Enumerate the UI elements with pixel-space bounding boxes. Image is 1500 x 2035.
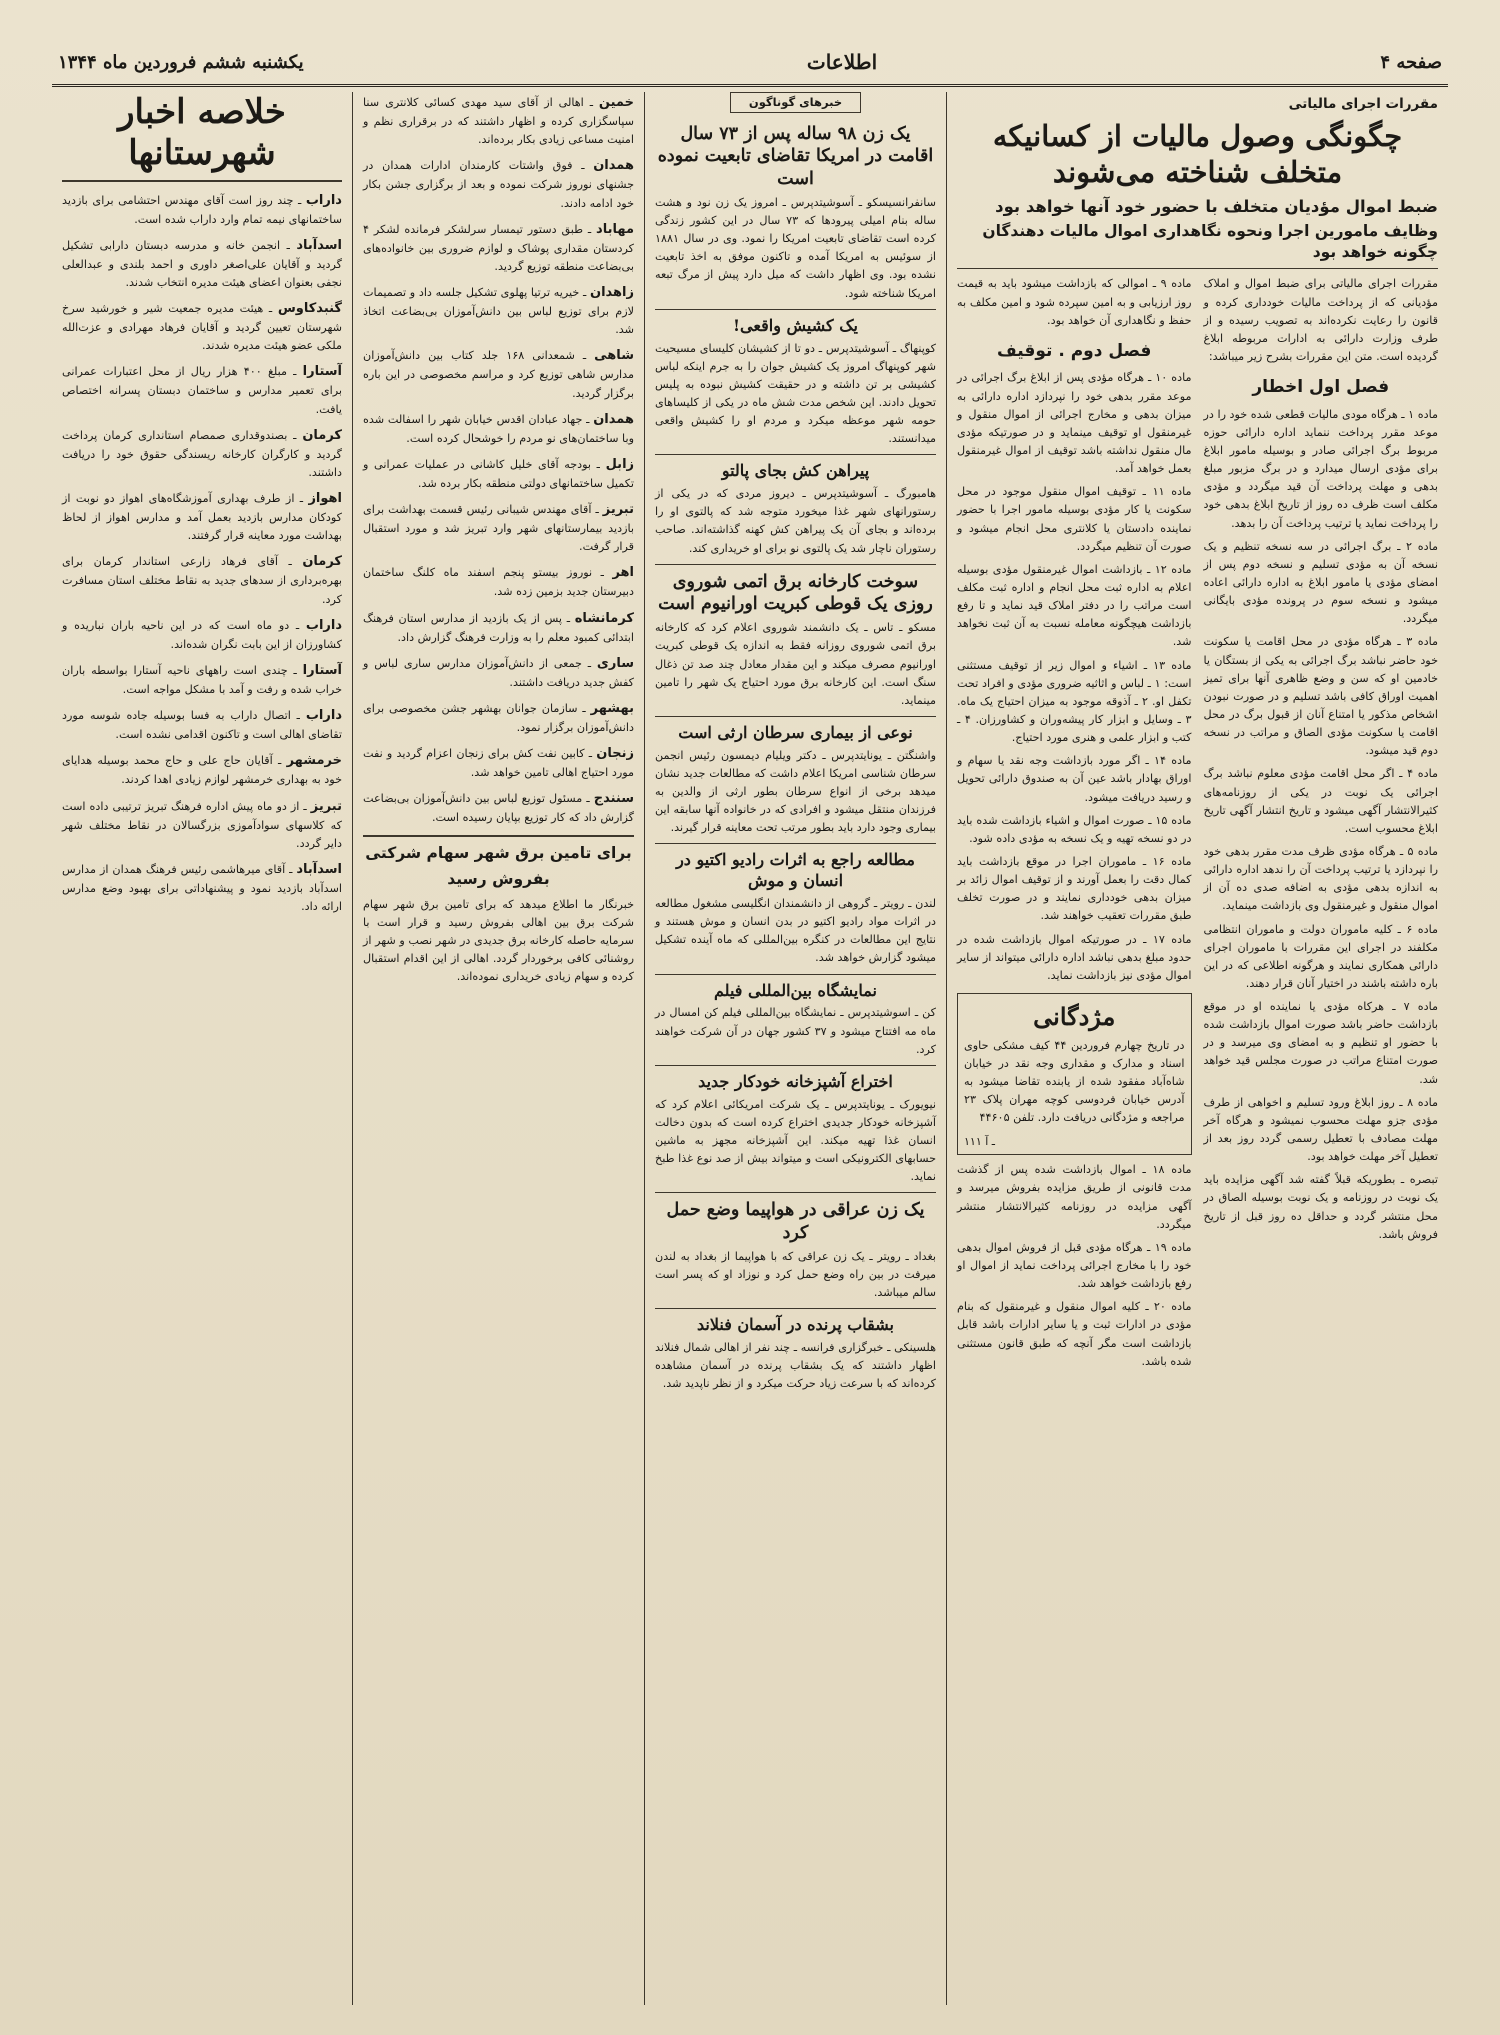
list-item <box>363 698 634 737</box>
divider <box>655 843 936 844</box>
list-item <box>363 743 634 782</box>
news-text-3: هامبورگ ـ آسوشیتدپرس ـ دیروز مردی که در یکی از رستورانهای شهر غذا میخورد متوجه شد که پالتوی او را برده‌اند و بجای آن یک پیراهن کش کهنه گذاشته‌اند. صاحب رستوران ناچار شد یک پالتوی نو برای او خریداری کند. <box>655 487 936 555</box>
news-text-7: کن ـ اسوشیتدپرس ـ نمایشگاه بین‌المللی فیلم کن امسال در ماه مه افتتاح میشود و ۳۷ کشور جهان در آن شرکت خواهند کرد. <box>655 1006 936 1056</box>
list-item <box>363 562 634 601</box>
news-headline-4: سوخت کارخانه برق اتمی شوروی روزی یک قوطی کبریت اورانیوم است <box>658 571 933 615</box>
article-5: ماده ۵ ـ هرگاه مؤدی ظرف مدت مقرر بدهی خود را نپردازد یا ترتیب پرداخت آن را ندهد اداره دارائی به اندازه بدهی مؤدی به اضافه صدی ده آن از اموال منقول و غیرمنقول وی بازداشت مینماید. <box>1203 844 1439 913</box>
divider <box>655 974 936 975</box>
news-headline-5: نوعی از بیماری سرطان ارثی است <box>678 722 913 742</box>
list-item <box>62 488 342 545</box>
news-headline-2: یک کشیش واقعی! <box>733 315 858 335</box>
reward-notice <box>957 993 1192 1155</box>
city-news-text: ـ چندی است راههای ناحیه آستارا بواسطه باران خراب شده و رفت و آمد با مشکل مواجه است. <box>62 663 342 696</box>
city-name: آستارا <box>302 364 342 380</box>
city-name: خمین <box>598 95 634 110</box>
article-12: ماده ۱۲ ـ بازداشت اموال غیرمنقول مؤدی بوسیله اعلام به اداره ثبت محل انجام و اداره ثبت مکلف است مراتب را در دفتر املاک قید نماید و تا رفع بازداشت هیچگونه معامله نسبت به آن ثبت نخواهد شد. <box>957 562 1192 649</box>
city-news-text: ـ بصندوقداری صمصام استانداری کرمان پرداخت گردید و کارگران کارخانه ریسندگی حقوق خود را دریافت داشتند. <box>62 428 342 479</box>
article-17: ماده ۱۷ ـ در صورتیکه اموال بازداشت شده در حدود مبلغ بدهی نباشد اداره دارائی میتواند از سایر اموال مؤدی نیز بازداشت نماید. <box>957 932 1192 982</box>
list-item <box>363 345 634 402</box>
news-headline-3: پیراهن کش بجای پالتو <box>721 461 870 481</box>
article-13: ماده ۱۳ ـ اشیاء و اموال زیر از توقیف مستثنی است: ۱ ـ لباس و اثاثیه ضروری مؤدی و افراد تحت تکفل او. ۲ ـ آذوقه موجود به میزان احتیاج یک ماه. ۳ ـ وسایل و ابزار کار پیشه‌وران و کشاورزان. ۴ ـ کتب و ابزار علمی و هنری مورد احتیاج. <box>957 658 1192 745</box>
divider <box>655 309 936 310</box>
column-provincial-news-1 <box>52 92 352 2005</box>
city-name: داراب <box>305 617 343 633</box>
city-name: سنندج <box>593 791 634 807</box>
city-name: تبریز <box>310 798 342 814</box>
chapter-2-title: فصل دوم . توقیف <box>997 340 1152 361</box>
city-name: همدان <box>593 411 634 427</box>
divider <box>957 268 1438 269</box>
masthead <box>52 40 1448 87</box>
list-item <box>62 615 342 654</box>
city-name: شاهی <box>594 348 634 364</box>
list-item <box>62 235 342 292</box>
city-name: زابل <box>605 456 635 472</box>
ad-code: ۱۱۱ ـ آ <box>964 1134 996 1148</box>
article-2: ماده ۲ ـ برگ اجرائی در سه نسخه تنظیم و یک نسخه آن به مؤدی تسلیم و نسخه دوم پس از امضای مؤدی یا مامور ابلاغ به اداره دارائی اعاده میشود و نسخه سوم در پرونده مؤدی بایگانی میگردد. <box>1203 539 1438 626</box>
body-right <box>1204 275 1439 1375</box>
city-news-text: ـ خیریه ترتیا پهلوی تشکیل جلسه داد و تصمیمات لازم برای توزیع لباس بین دانش‌آموزان بی‌بضاعت اتخاذ شد. <box>363 285 634 337</box>
list-item <box>62 551 342 608</box>
city-name: داراب <box>305 708 342 724</box>
news-headline-10: بشقاب پرنده در آسمان فنلاند <box>696 1315 894 1335</box>
city-name: اسدآباد <box>296 237 342 253</box>
list-item <box>363 219 634 276</box>
bottom-headline: برای تامین برق شهر سهام شرکتی بفروش رسید <box>363 835 634 891</box>
notice: تبصره ـ بطوریکه قبلاً گفته شد آگهی مزایده باید یک نوبت در روزنامه و یک نوبت بوسیله الصاق در محل منتشر گردد و حداقل ده روز قبل از تاریخ فروش باشد. <box>1203 1173 1438 1241</box>
section-label: خبرهای گوناگون <box>730 92 861 113</box>
reward-title: مژدگانی <box>1033 1001 1116 1031</box>
city-name: کرمانشاه <box>574 610 634 626</box>
chapter-1-title: فصل اول اخطار <box>1252 377 1390 398</box>
article-1: ماده ۱ ـ هرگاه مودی مالیات قطعی شده خود را در موعد مقرر پرداخت ننماید اداره دارائی حوزه مربوط برگ اجرائی صادر و بوسیله مامور ابلاغ برای مؤدی ارسال میدارد و در برگ مزبور مبلغ بدهی و مهلت پرداخت آن قید میگردد و مؤدی مکلف است ظرف ده روز از تاریخ ابلاغ بدهی خود را پرداخت نماید یا ترتیب پرداخت آن را بدهد. <box>1203 407 1438 530</box>
news-text-5: واشنگتن ـ یونایتدپرس ـ دکتر ویلیام دیمسون رئیس انجمن سرطان شناسی امریکا اعلام داشت که مطالعات جدید نشان میدهد برخی از انواع سرطان بطور ارثی از والدین به فرزندان منتقل میشود و افرادی که در خانواده آنها سابقه این بیماری وجود دارد باید بطور مرتب تحت معاینه قرار گیرند. <box>655 748 936 835</box>
city-news-text: ـ شمعدانی ۱۶۸ جلد کتاب بین دانش‌آموزان مدارس شاهی توزیع کرد و مراسم مخصوصی در این باره برگزار گردید. <box>363 349 634 400</box>
list-item <box>62 190 342 229</box>
divider <box>655 564 936 565</box>
city-news-text: ـ جهاد عبادان اقدس خیابان شهر را اسفالت شده وبا ساختمان‌های نو مردم را خوشحال کرده است. <box>363 412 634 445</box>
page-number: صفحه ۴ <box>1380 51 1442 73</box>
list-item <box>62 796 342 853</box>
divider <box>655 1065 936 1066</box>
city-name: کرمان <box>302 554 342 570</box>
list-item <box>62 425 342 482</box>
list-item <box>363 653 634 692</box>
city-news-text: ـ نوروز بیستو پنجم اسفند ماه کلنگ ساختمان دبیرستان جدید بزمین زده شد. <box>363 566 634 599</box>
article-4: ماده ۴ ـ اگر محل اقامت مؤدی معلوم نباشد برگ اجرائی یک نوبت در یکی از روزنامه‌های کثیرالانتشار آگهی میشود و تاریخ انتشار آگهی تاریخ ابلاغ محسوب است. <box>1203 767 1438 835</box>
city-news-text: ـ بودجه آقای خلیل کاشانی در عملیات عمرانی و تکمیل ساختمانهای دولتی منطقه بکار برده شد. <box>363 457 634 490</box>
divider <box>655 454 936 455</box>
city-news-text: ـ دو ماه است که در این ناحیه باران نباریده و کشاورزان از این بابت نگران شده‌اند. <box>62 618 342 651</box>
news-headline-9: یک زن عراقی در هواپیما وضع حمل کرد <box>666 1200 925 1244</box>
news-text-1: سانفرانسیسکو ـ آسوشیتدپرس ـ امروز یک زن نود و هشت ساله بنام امیلی پیرودها که ۷۳ سال در این کشور زندگی کرده است تقاضای تابعیت امریکا را نمود. وی در سال ۱۸۸۱ از سوئیس به امریکا آمده و تاکنون موفق به اخذ تابعیت نشده بود. وی اظهار داشت که میل دارد پیش از مرگ تبعه امریکا شناخته شود. <box>655 195 937 300</box>
article-11: ماده ۱۱ ـ توقیف اموال منقول موجود در محل سکونت یا کار مؤدی بوسیله مامور اجرا با حضور نماینده دادستان یا کلانتری محل انجام میشود و صورت آن تنظیم میگردد. <box>957 485 1192 553</box>
paper-name: اطلاعات <box>806 50 878 74</box>
list-item <box>62 859 342 916</box>
article-6: ماده ۶ ـ کلیه ماموران دولت و ماموران انتظامی مکلفند در اجرای این مقررات با ماموران اجرای دارائی همکاری نمایند و هرگونه اطلاعی که در این باره داشته باشند در اختیار آنان قرار دهند. <box>1203 922 1438 990</box>
article-body <box>957 275 1438 1375</box>
city-news-text: ـ اهالی از آقای سید مهدی کسائی کلانتری سنا سپاسگزاری کرده و اظهار داشتند که در برقراری نظم و امنیت مساعی زیادی بکار برده‌اند. <box>363 96 634 147</box>
divider <box>655 716 936 717</box>
city-news-text: ـ چند روز است آقای مهندس احتشامی برای بازدید ساختمانهای نیمه تمام وارد داراب شده است. <box>62 193 342 226</box>
main-headline: چگونگی وصول مالیات از کسانیکه متخلف شناخته می‌شوند <box>992 118 1403 190</box>
divider <box>655 1308 936 1309</box>
column-tax-regulations <box>946 92 1448 2005</box>
city-name: زنجان <box>596 746 634 762</box>
city-news-text: ـ سازمان جوانان بهشهر جشن مخصوصی برای دانش‌آموزان برگزار نمود. <box>363 701 634 734</box>
list-item <box>363 409 634 448</box>
column-provincial-news-2 <box>352 92 644 2005</box>
news-text-6: لندن ـ رویتر ـ گروهی از دانشمندان انگلیسی مشغول مطالعه در اثرات مواد رادیو اکتیو در بدن انسان و موش هستند و نتایج این مطالعات در کنگره بین‌المللی که ماه آینده تشکیل میشود گزارش خواهد شد. <box>655 897 936 965</box>
news-headline-8: اختراع آشپزخانه خودکار جدید <box>698 1071 893 1091</box>
city-name: اهواز <box>308 491 342 507</box>
kicker: مقررات اجرای مالیاتی <box>1288 96 1438 112</box>
subheadline-2: وظایف مامورین اجرا ونحوه نگاهداری اموال مالیات دهندگان چگونه خواهد بود <box>982 221 1438 261</box>
list-item <box>62 361 342 418</box>
city-name: اسدآباد <box>296 861 342 877</box>
body-left <box>957 275 1192 1375</box>
divider <box>655 1192 936 1193</box>
city-news-text: ـ کابین نفت کش برای زنجان اعزام گردید و نفت مورد احتیاج اهالی تامین خواهد شد. <box>363 747 634 780</box>
city-news-text: ـ از طرف بهداری آموزشگاه‌های اهواز دو نوبت از کودکان مدارس بازدید بعمل آمد و مدارس اهواز از لحاظ بهداشت مورد معاینه قرار گرفتند. <box>62 492 342 543</box>
news-text-9: بغداد ـ رویتر ـ یک زن عراقی که با هواپیما از بغداد به لندن میرفت در بین راه وضع حمل کرد و نوزاد او که پسر است سالم میباشد. <box>655 1249 936 1300</box>
list-item <box>363 454 634 493</box>
news-text-8: نیویورک ـ یونایتدپرس ـ یک شرکت امریکائی اعلام کرد که آشپزخانه خودکار جدیدی اختراع کرده است که بدون دخالت انسان غذا تهیه میکند. این آشپزخانه مجهز به ماشین حسابهای الکترونیکی است و میتواند بیش از صد نوع غذا طبخ نماید. <box>655 1097 936 1184</box>
subheadline-1: ضبط اموال مؤدیان متخلف با حضور خود آنها خواهد بود <box>995 197 1438 217</box>
news-headline-6: مطالعه راجع به اثرات رادیو اکتیو در انسان و موش <box>676 850 915 891</box>
city-news-text: ـ طبق دستور تیمسار سرلشکر فرمانده لشکر ۴ کردستان مقداری پوشاک و لوازم ضروری بین خانواده‌های بی‌بضاعت منطقه توزیع گردید. <box>363 222 634 273</box>
article-9: ماده ۹ ـ اموالی که بازداشت میشود باید به قیمت روز ارزیابی و به امین سپرده شود و امین مکلف به حفظ و نگاهداری آن خواهد بود. <box>957 277 1192 327</box>
article-18: ماده ۱۸ ـ اموال بازداشت شده پس از گذشت مدت قانونی از طریق مزایده بفروش میرسد و آگهی مزایده در روزنامه کثیرالانتشار منتشر میگردد. <box>957 1163 1192 1231</box>
list-item <box>363 92 634 149</box>
article-14: ماده ۱۴ ـ اگر مورد بازداشت وجه نقد یا سهام و اوراق بهادار باشد عین آن به صندوق دارائی تحویل و رسید دریافت میشود. <box>957 754 1192 804</box>
city-news-text: ـ انجمن خانه و مدرسه دبستان دارابی تشکیل گردید و آقایان علی‌اصغر داوری و احمد بلندی و عبدالعلی نجفی بعنوان اعضای هیئت مدیره انتخاب شدند. <box>62 238 342 289</box>
provincial-list-1 <box>62 190 342 917</box>
section-label-wrap <box>655 92 936 117</box>
city-news-text: ـ جمعی از دانش‌آموزان مدارس ساری لباس و کفش جدید دریافت داشتند. <box>363 656 634 689</box>
article-15: ماده ۱۵ ـ صورت اموال و اشیاء بازداشت شده باید در دو نسخه تهیه و یک نسخه به مؤدی داده شود. <box>957 813 1192 845</box>
city-name: زاهدان <box>589 284 634 300</box>
city-name: ساری <box>596 655 634 671</box>
provincial-list-2 <box>363 92 634 827</box>
city-news-text: ـ از دو ماه پیش اداره فرهنگ تبریز ترتیبی داده است که کلاسهای سوادآموزی بزرگسالان در نقاط مختلف شهر دایر گردد. <box>62 799 342 850</box>
city-news-text: ـ فوق واشتات کارمندان ادارات همدان در جشنهای نوروز شرکت نموده و بعد از برگزاری جشن بکار خود ادامه دادند. <box>363 159 634 210</box>
list-item <box>363 282 634 339</box>
list-item <box>363 499 634 556</box>
city-news-text: ـ اتصال داراب به فسا بوسیله جاده شوسه مورد تقاضای اهالی است و تاکنون اقدامی نشده است. <box>62 709 342 742</box>
article-19: ماده ۱۹ ـ هرگاه مؤدی قبل از فروش اموال بدهی خود را با مخارج اجرائی پرداخت نماید از اموال او رفع بازداشت خواهد شد. <box>957 1240 1192 1291</box>
issue-date: یکشنبه ششم فروردین ماه ۱۳۴۴ <box>58 51 304 73</box>
city-name: داراب <box>305 192 342 208</box>
news-text-2: کوپنهاگ ـ آسوشیتدپرس ـ دو تا از کشیشان کلیسای مسیحیت شهر کوپنهاگ امروز یک کشیش جوان را به جرم اینکه لباس کشیشی بر تن داشته و در حقیقت کشیش نبوده به پلیس تحویل دادند. این شخص مدت شش ماه در یکی از کلیساهای حومه شهر موعظه میکرد و مردم او را کشیش واقعی میدانستند. <box>655 341 936 446</box>
article-16: ماده ۱۶ ـ ماموران اجرا در موقع بازداشت باید کمال دقت را بعمل آورند و از توقیف اموال زائد بر میزان بدهی خودداری نمایند و در صورت تخلف طبق مقررات تعقیب خواهند شد. <box>957 854 1192 923</box>
article-8: ماده ۸ ـ روز ابلاغ ورود تسلیم و اخواهی از طرف مؤدی جزو مهلت محسوب نمیشود و هرگاه آخر مهلت مصادف با تعطیل رسمی گردد روز بعد از تعطیل آخر مهلت خواهد بود. <box>1203 1095 1438 1164</box>
city-name: کرمان <box>302 427 342 443</box>
city-news-text: ـ آقای میرهاشمی رئیس فرهنگ همدان از مدارس اسدآباد بازدید نمود و پیشنهاداتی برای بهبود وضع مدارس ارائه داد. <box>62 862 342 914</box>
article-10: ماده ۱۰ ـ هرگاه مؤدی پس از ابلاغ برگ اجرائی در موعد مقرر بدهی خود را نپردازد اداره دارائی به میزان بدهی و مخارج اجرائی از اموال منقول و غیرمنقول او توقیف مینماید و در صورتیکه مؤدی مال منقول نداشته باشد توقیف از اموال غیرمنقول بعمل خواهد آمد. <box>957 371 1192 476</box>
article-20: ماده ۲۰ ـ کلیه اموال منقول و غیرمنقول که بنام مؤدی در ادارات ثبت و یا سایر ادارات باشد قابل بازداشت است مگر آنچه که طبق قانون مستثنی شده باشد. <box>957 1300 1192 1368</box>
city-name: آستارا <box>302 662 342 678</box>
columns <box>52 92 1448 2005</box>
news-headline-1: یک زن ۹۸ ساله پس از ۷۳ سال اقامت در امریکا تقاضای تابعیت نموده است <box>657 123 934 190</box>
list-item <box>62 660 342 699</box>
city-news-text: ـ مبلغ ۴۰۰ هزار ریال از محل اعتبارات عمرانی برای تعمیر مدارس و ساختمان دبستان پسرانه اختصاص یافت. <box>62 365 342 416</box>
list-item <box>363 608 634 647</box>
intro-paragraph: مقررات اجرای مالیاتی برای ضبط اموال و املاک مؤدیانی که از پرداخت مالیات خودداری کرده و قانون را رعایت نکرده‌اند به تصویب رسیده و از طرف وزارت دارائی به ادارات مربوطه ابلاغ گردیده است. متن این مقررات بشرح زیر میباشد: <box>1203 277 1438 364</box>
city-news-text: ـ پس از یک بازدید از مدارس استان فرهنگ ابتدائی کمبود معلم را به وزارت فرهنگ گزارش داد. <box>363 611 634 644</box>
list-item <box>363 155 634 212</box>
city-name: اهر <box>612 565 635 581</box>
list-item <box>62 750 342 789</box>
city-name: همدان <box>593 158 634 174</box>
city-news-text: ـ آقایان حاج علی و حاج محمد بوسیله هدایای خود به بهداری خرمشهر لوازم زیادی اهدا کردند. <box>62 754 342 787</box>
section-title: خلاصه اخبار شهرستانها <box>62 92 342 182</box>
city-news-text: ـ آقای مهندس شیبانی رئیس قسمت بهداشت برای بازدید بیمارستانهای شهر وارد تبریز شد و مورد استقبال قرار گرفت. <box>363 503 634 554</box>
city-name: مهاباد <box>596 221 634 237</box>
news-text-4: مسکو ـ تاس ـ یک دانشمند شوروی اعلام کرد که کارخانه برق اتمی شوروی روزانه فقط به اندازه یک قوطی کبریت اورانیوم مصرف میکند و این مقدار معادل چند صد تن ذغال سنگ است. این کارخانه برق مورد احتیاج یک شهر را تامین مینماید. <box>655 621 936 707</box>
article-3: ماده ۳ ـ هرگاه مؤدی در محل اقامت یا سکونت خود حاضر نباشد برگ اجرائی به یکی از بستگان یا خادمین او که سن و وضع ظاهری آنها برای تمیز اهمیت اوراق کافی باشد تسلیم و در صورت نبودن اشخاص مذکور یا امتناع آنان از قبول برگ در محل اقامت یا سکونت مؤدی الصاق و مراتب در نسخه دوم قید میشود. <box>1203 635 1438 758</box>
news-headline-7: نمایشگاه بین‌المللی فیلم <box>714 980 877 1000</box>
bottom-text: خبرنگار ما اطلاع میدهد که برای تامین برق شهر سهام شرکت برق بین اهالی بفروش رسید و قرار است با سرمایه حاصله کارخانه برق جدیدی در شهر نصب و شهر از روشنائی کافی برخوردار گردد. اهالی از این اقدام استقبال کرده و سهام زیادی خریداری نموده‌اند. <box>363 897 634 984</box>
city-news-text: ـ مسئول توزیع لباس بین دانش‌آموزان بی‌بضاعت گزارش داد که کار توزیع بپایان رسیده است. <box>363 792 634 825</box>
city-name: تبریز <box>602 502 634 518</box>
city-name: خرمشهر <box>286 753 342 769</box>
city-news-text: ـ هیئت مدیره جمعیت شیر و خورشید سرخ شهرستان تعیین گردید و آقایان فرهاد مهرادی و عزت‌الله ملکی عضو هیئت مدیره شدند. <box>62 302 342 353</box>
city-name: گنبدکاوس <box>277 301 342 317</box>
column-world-news <box>644 92 946 2005</box>
list-item <box>62 705 342 744</box>
list-item <box>62 298 342 355</box>
news-text-10: هلسینکی ـ خبرگزاری فرانسه ـ چند نفر از اهالی شمال فنلاند اظهار داشتند که یک بشقاب پرنده در آسمان مشاهده کرده‌اند که با سرعت زیاد حرکت میکرد و از نظر ناپدید شد. <box>655 1341 936 1391</box>
city-news-text: ـ آقای فرهاد زارعی استاندار کرمان برای بهره‌برداری از سدهای جدید به نقاط مختلف استان مسافرت کرد. <box>62 555 342 606</box>
list-item <box>363 788 634 827</box>
city-name: بهشهر <box>590 700 634 716</box>
article-7: ماده ۷ ـ هرکاه مؤدی یا نماینده او در موقع بازداشت حاضر باشد صورت اموال بازداشت شده با حضور او تنظیم و به امضای وی میرسد و در صورت امتناع مراتب در صورت مجلس قید خواهد شد. <box>1203 1000 1438 1086</box>
reward-text: در تاریخ چهارم فروردین ۴۴ کیف مشکی حاوی اسناد و مدارک و مقداری وجه نقد در خیابان شاه‌آباد مفقود شده از یابنده تقاضا میشود به آدرس خیابان فردوسی کوچه مهران پلاک ۲۳ مراجعه و مژدگانی دریافت دارد. تلفن ۴۴۶۰۵ <box>964 1038 1185 1125</box>
